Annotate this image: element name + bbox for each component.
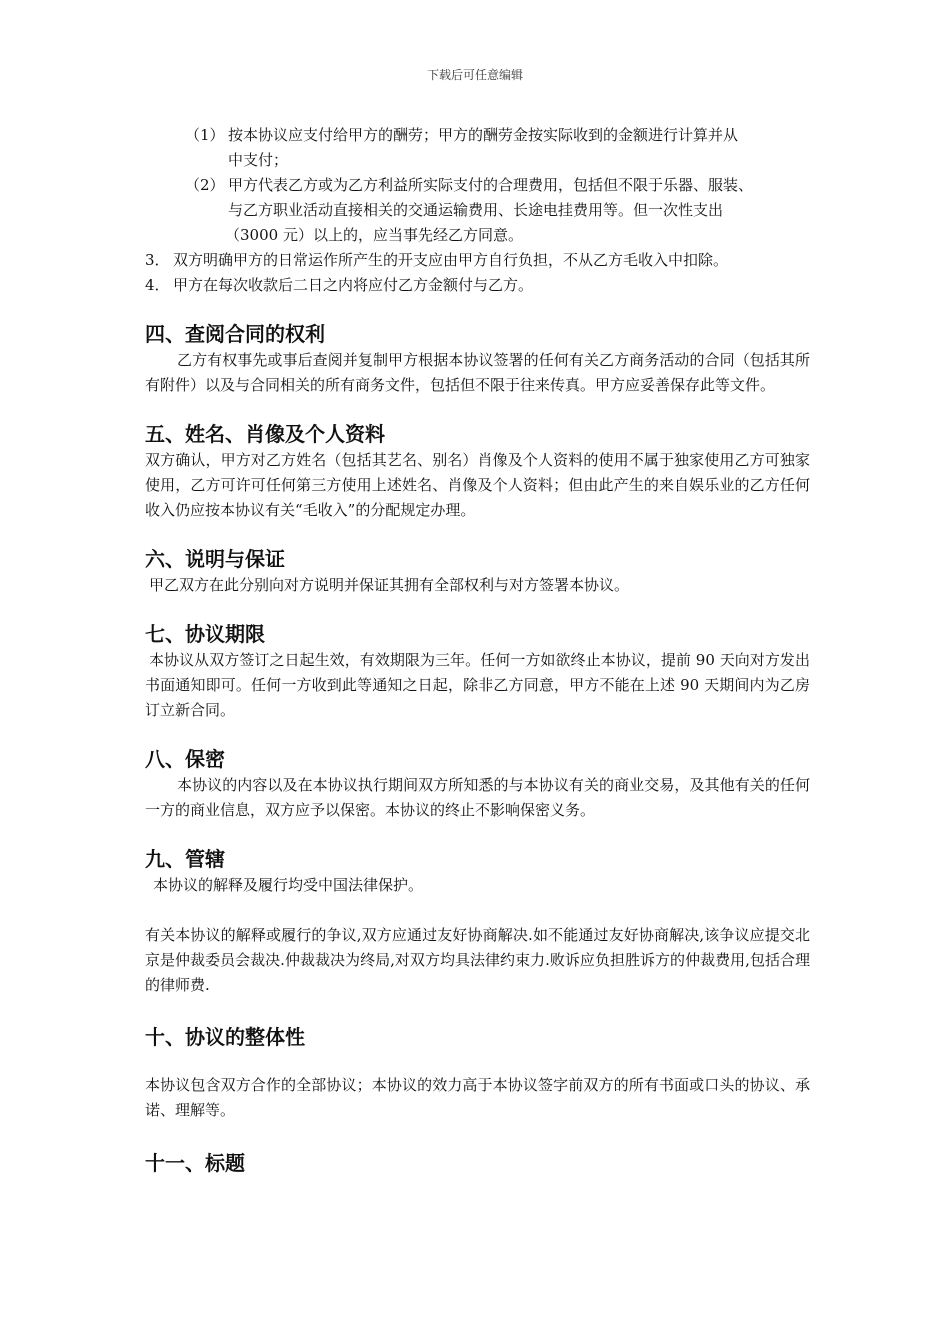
page-header: 下载后可任意编辑: [426, 68, 523, 82]
section-body-dispute: 有关本协议的解释或履行的争议,双方应通过友好协商解决.如不能通过友好协商解决,该争议应提交北京是仲裁委员会裁决.仲裁裁决为终局,对双方均具法律约束力.败诉应负担胜诉方的仲裁费用,包括合理的律师费.: [145, 926, 810, 994]
section-body-warranty: 甲乙双方在此分别向对方说明并保证其拥有全部权利与对方签署本协议。: [149, 576, 630, 594]
section-title-headings: 十一、标题: [145, 1151, 245, 1175]
list-item-4: [145, 273, 810, 298]
section-title-entire-agreement: 十、协议的整体性: [145, 1025, 305, 1049]
section-title-warranty: 六、说明与保证: [145, 547, 285, 571]
section-title-inspect-contracts: 四、查阅合同的权利: [145, 322, 325, 346]
section-body-term: 本协议从双方签订之日起生效，有效期限为三年。任何一方如欲终止本协议，提前 90 天向对方发出书面通知即可。任何一方收到此等通知之日起，除非乙方同意，甲方不能在上述 90 天期间内为乙房订立新合同。: [145, 651, 810, 719]
list-item-number: 4．: [145, 276, 170, 294]
sub-item-text-continued: 与乙方职业活动直接相关的交通运输费用、长途电挂费用等。但一次性支出: [228, 201, 724, 219]
sub-item-number: （2）: [185, 176, 225, 194]
section-body-jurisdiction: 本协议的解释及履行均受中国法律保护。: [153, 876, 424, 894]
list-item-number: 3．: [145, 251, 170, 269]
section-title-jurisdiction: 九、管辖: [145, 847, 225, 871]
section-title-name-portrait: 五、姓名、肖像及个人资料: [145, 422, 385, 446]
list-item-text: 双方明确甲方的日常运作所产生的开支应由甲方自行负担，不从乙方毛收入中扣除。: [173, 251, 729, 269]
document-content: [145, 123, 810, 1177]
section-body-name-portrait: 双方确认，甲方对乙方姓名（包括其艺名、别名）肖像及个人资料的使用不属于独家使用乙方可独家使用，乙方可许可任何第三方使用上述姓名、肖像及个人资料；但由此产生的来自娱乐业的乙方任何收入仍应按本协议有关“毛收入”的分配规定办理。: [145, 451, 810, 519]
sub-item-text: 甲方代表乙方或为乙方利益所实际支付的合理费用，包括但不限于乐器、服装、: [228, 176, 754, 194]
section-body-entire-agreement: 本协议包含双方合作的全部协议；本协议的效力高于本协议签字前双方的所有书面或口头的协议、承诺、理解等。: [145, 1076, 810, 1119]
sub-item-text-continued: 中支付；: [228, 151, 289, 169]
sub-item-number: （1）: [185, 126, 225, 144]
sub-item-1: [145, 123, 810, 173]
sub-item-text-continued: （3000 元）以上的，应当事先经乙方同意。: [225, 226, 523, 244]
list-item-text: 甲方在每次收款后二日之内将应付乙方金额付与乙方。: [173, 276, 534, 294]
list-item-3: [145, 248, 810, 273]
sub-item-text: 按本协议应支付给甲方的酬劳；甲方的酬劳金按实际收到的金额进行计算并从: [228, 126, 739, 144]
section-body-inspect-contracts: 乙方有权事先或事后查阅并复制甲方根据本协议签署的任何有关乙方商务活动的合同（包括其所有附件）以及与合同相关的所有商务文件，包括但不限于往来传真。甲方应妥善保存此等文件。: [145, 351, 810, 394]
sub-item-2: [145, 173, 810, 248]
section-title-confidentiality: 八、保密: [145, 747, 225, 771]
section-body-confidentiality: 本协议的内容以及在本协议执行期间双方所知悉的与本协议有关的商业交易，及其他有关的任何一方的商业信息，双方应予以保密。本协议的终止不影响保密义务。: [145, 776, 810, 819]
section-title-term: 七、协议期限: [145, 622, 265, 646]
